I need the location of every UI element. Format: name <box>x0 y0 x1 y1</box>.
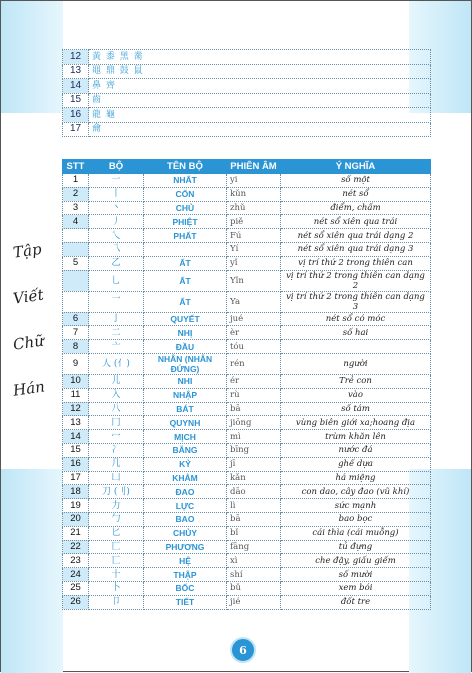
meaning: vùng biên giới xa;hoang địa <box>281 416 431 430</box>
table-row <box>63 50 431 65</box>
radical-name: NHÂN (NHÂN ĐỨNG) <box>144 353 227 374</box>
pinyin: bā <box>227 512 281 526</box>
meaning: con dao, cây đao (vũ khí) <box>281 485 431 499</box>
pinyin: jué <box>227 312 281 326</box>
radical-chars: 黽 鼎 鼓 鼠 <box>89 64 431 79</box>
radical-glyph: 匕 <box>89 526 144 540</box>
pinyin: xì <box>227 554 281 568</box>
radical-name: BAO <box>144 512 227 526</box>
radical-name: CỔN <box>144 187 227 201</box>
radical-glyph: 冂 <box>89 416 144 430</box>
radical-name: KỶ <box>144 457 227 471</box>
table-row <box>63 312 431 326</box>
meaning: nét sổ <box>281 187 431 201</box>
radical-name: MỊCH <box>144 430 227 444</box>
header-bo: BỘ <box>89 160 144 174</box>
meaning: ghế dựa <box>281 457 431 471</box>
radical-glyph: 丶 <box>89 201 144 215</box>
table-row <box>63 402 431 416</box>
table-row <box>63 215 431 229</box>
table-row <box>63 353 431 374</box>
pinyin: yi <box>227 174 281 188</box>
side-title-word: Tập <box>11 239 43 262</box>
row-number: 16 <box>63 108 89 123</box>
radical-glyph: 乀 <box>89 229 144 243</box>
radical-glyph: 匸 <box>89 554 144 568</box>
table-row <box>63 64 431 79</box>
row-stt: 6 <box>63 312 89 326</box>
table-row <box>63 499 431 513</box>
row-number: 12 <box>63 50 89 65</box>
header-y-nghia: Ý NGHĨA <box>281 160 431 174</box>
pinyin: bīng <box>227 443 281 457</box>
row-stt: 22 <box>63 540 89 554</box>
radical-glyph: 一 <box>89 174 144 188</box>
row-stt: 11 <box>63 388 89 402</box>
row-stt <box>63 270 89 291</box>
table-row <box>63 457 431 471</box>
meaning: tủ đựng <box>281 540 431 554</box>
table-row <box>63 291 431 312</box>
table-row <box>63 595 431 609</box>
row-stt: 24 <box>63 568 89 582</box>
side-title-word: Hán <box>11 377 46 400</box>
meaning: nét sổ có móc <box>281 312 431 326</box>
pinyin: tóu <box>227 340 281 354</box>
pinyin: ér <box>227 374 281 388</box>
continued-radicals-table <box>62 49 431 137</box>
radical-glyph: 亠 <box>89 340 144 354</box>
pinyin: lì <box>227 499 281 513</box>
radical-name: BĂNG <box>144 443 227 457</box>
radical-glyph: 刀 (刂) <box>89 485 144 499</box>
table-row <box>63 201 431 215</box>
table-row <box>63 326 431 340</box>
row-stt: 15 <box>63 443 89 457</box>
radical-glyph: 匚 <box>89 540 144 554</box>
radical-name: PHƯƠNG <box>144 540 227 554</box>
meaning: che đậy, giấu giếm <box>281 554 431 568</box>
radical-name: ẤT <box>144 291 227 312</box>
radical-name: NHI <box>144 374 227 388</box>
meaning: người <box>281 353 431 374</box>
pinyin: fāng <box>227 540 281 554</box>
pinyin: Ya <box>227 291 281 312</box>
radical-name: ĐAO <box>144 485 227 499</box>
radical-glyph: 乙 <box>89 256 144 270</box>
row-stt: 9 <box>63 353 89 374</box>
pinyin: Yǐn <box>227 270 281 291</box>
radical-name: KHẢM <box>144 471 227 485</box>
row-stt: 16 <box>63 457 89 471</box>
meaning <box>281 340 431 354</box>
meaning: vào <box>281 388 431 402</box>
radical-name: BÁT <box>144 402 227 416</box>
meaning: nét sổ xiên qua trái dạng 3 <box>281 242 431 256</box>
radical-chars: 鼻 齊 <box>89 79 431 94</box>
row-stt: 4 <box>63 215 89 229</box>
radical-name: NHẬP <box>144 388 227 402</box>
radical-glyph: 儿 <box>89 374 144 388</box>
radical-glyph: 乛 <box>89 291 144 312</box>
row-stt: 5 <box>63 256 89 270</box>
table-row <box>63 174 431 188</box>
table-row <box>63 554 431 568</box>
meaning: xem bói <box>281 581 431 595</box>
row-number: 17 <box>63 122 89 137</box>
radical-glyph: 凵 <box>89 471 144 485</box>
radical-name: CHỦ <box>144 201 227 215</box>
row-stt: 12 <box>63 402 89 416</box>
side-title-word: Viết <box>11 285 45 308</box>
table-row <box>63 568 431 582</box>
meaning: số tám <box>281 402 431 416</box>
left-decor-band-top <box>1 1 63 113</box>
radical-glyph: 丿 <box>89 215 144 229</box>
radical-name: NHẤT <box>144 174 227 188</box>
meaning: vị trí thứ 2 trong thiên can <box>281 256 431 270</box>
meaning: sức mạnh <box>281 499 431 513</box>
pinyin: dāo <box>227 485 281 499</box>
radical-glyph: 人 (亻) <box>89 353 144 374</box>
row-stt <box>63 242 89 256</box>
table-row <box>63 581 431 595</box>
meaning: vị trí thứ 2 trong thiên can dạng 2 <box>281 270 431 291</box>
radical-name: ẤT <box>144 256 227 270</box>
meaning: nét sổ xiên qua trái <box>281 215 431 229</box>
table-row <box>63 256 431 270</box>
row-stt: 21 <box>63 526 89 540</box>
radical-glyph: 八 <box>89 402 144 416</box>
radical-name: BỐC <box>144 581 227 595</box>
meaning: nét sổ xiên qua trái dạng 2 <box>281 229 431 243</box>
table-row <box>63 526 431 540</box>
header-phien-am: PHIÊN ÂM <box>227 160 281 174</box>
table-row <box>63 443 431 457</box>
row-stt: 20 <box>63 512 89 526</box>
row-stt: 23 <box>63 554 89 568</box>
row-stt: 19 <box>63 499 89 513</box>
row-stt: 3 <box>63 201 89 215</box>
radical-name: LỰC <box>144 499 227 513</box>
table-row <box>63 512 431 526</box>
left-decor-band-bottom <box>1 469 63 673</box>
meaning: đốt tre <box>281 595 431 609</box>
pinyin: zhǔ <box>227 201 281 215</box>
pinyin: jiōng <box>227 416 281 430</box>
table-row <box>63 540 431 554</box>
meaning: điểm, chấm <box>281 201 431 215</box>
radical-name: PHIỆT <box>144 215 227 229</box>
table-row <box>63 430 431 444</box>
table-row <box>63 187 431 201</box>
radical-name: ẤT <box>144 270 227 291</box>
radical-glyph: 丨 <box>89 187 144 201</box>
meaning: số một <box>281 174 431 188</box>
row-stt: 10 <box>63 374 89 388</box>
row-stt: 17 <box>63 471 89 485</box>
radical-name: CHỦY <box>144 526 227 540</box>
radical-glyph: 亅 <box>89 312 144 326</box>
table-row <box>63 374 431 388</box>
radicals-table <box>62 159 431 610</box>
pinyin: bǔ <box>227 581 281 595</box>
radical-glyph: 力 <box>89 499 144 513</box>
pinyin: jié <box>227 595 281 609</box>
row-stt <box>63 229 89 243</box>
table-row <box>63 93 431 108</box>
row-stt: 13 <box>63 416 89 430</box>
row-stt: 26 <box>63 595 89 609</box>
row-stt: 18 <box>63 485 89 499</box>
page-number-badge: 6 <box>230 637 256 663</box>
radical-glyph: 二 <box>89 326 144 340</box>
pinyin: bǐ <box>227 526 281 540</box>
radical-glyph: 卜 <box>89 581 144 595</box>
table-row <box>63 416 431 430</box>
radical-chars: 黃 黍 黑 黹 <box>89 50 431 65</box>
radical-name <box>144 242 227 256</box>
radical-name: QUYẾT <box>144 312 227 326</box>
table-row <box>63 242 431 256</box>
row-stt: 1 <box>63 174 89 188</box>
header-ten-bo: TÊN BỘ <box>144 160 227 174</box>
pinyin: piě <box>227 215 281 229</box>
radical-name: NHỊ <box>144 326 227 340</box>
pinyin: èr <box>227 326 281 340</box>
radical-name: TIẾT <box>144 595 227 609</box>
pinyin: bā <box>227 402 281 416</box>
radical-chars: 齒 <box>89 93 431 108</box>
header-stt: STT <box>63 160 89 174</box>
meaning: nước đá <box>281 443 431 457</box>
table-row <box>63 471 431 485</box>
meaning: bao bọc <box>281 512 431 526</box>
row-number: 14 <box>63 79 89 94</box>
row-stt: 7 <box>63 326 89 340</box>
meaning: số mười <box>281 568 431 582</box>
pinyin: Fú <box>227 229 281 243</box>
table-row <box>63 79 431 94</box>
pinyin: mì <box>227 430 281 444</box>
radical-name: HỆ <box>144 554 227 568</box>
side-title <box>13 241 53 425</box>
pinyin: jī <box>227 457 281 471</box>
pinyin: Yí <box>227 242 281 256</box>
radical-name: PHẤT <box>144 229 227 243</box>
meaning: há miệng <box>281 471 431 485</box>
radical-glyph: 几 <box>89 457 144 471</box>
radical-glyph: 乁 <box>89 242 144 256</box>
meaning: Trẻ con <box>281 374 431 388</box>
radical-glyph: 十 <box>89 568 144 582</box>
table-header-row <box>63 160 431 174</box>
radical-glyph: 勹 <box>89 512 144 526</box>
table-row <box>63 229 431 243</box>
pinyin: rù <box>227 388 281 402</box>
pinyin: yǐ <box>227 256 281 270</box>
pinyin: rén <box>227 353 281 374</box>
radical-name: THẬP <box>144 568 227 582</box>
meaning: số hai <box>281 326 431 340</box>
table-row <box>63 270 431 291</box>
row-stt: 14 <box>63 430 89 444</box>
radical-name: ĐẦU <box>144 340 227 354</box>
radical-glyph: 冖 <box>89 430 144 444</box>
row-number: 13 <box>63 64 89 79</box>
meaning: vị trí thứ 2 trong thiên can dạng 3 <box>281 291 431 312</box>
row-stt: 8 <box>63 340 89 354</box>
radical-name: QUYNH <box>144 416 227 430</box>
pinyin: kǎn <box>227 471 281 485</box>
meaning: cái thìa (cái muỗng) <box>281 526 431 540</box>
radical-glyph: 卩 <box>89 595 144 609</box>
radical-chars: 龠 <box>89 122 431 137</box>
row-stt <box>63 291 89 312</box>
row-stt: 2 <box>63 187 89 201</box>
table-row <box>63 340 431 354</box>
pinyin: kǔn <box>227 187 281 201</box>
radical-glyph: 乚 <box>89 270 144 291</box>
table-row <box>63 388 431 402</box>
table-row <box>63 122 431 137</box>
table-row <box>63 108 431 123</box>
side-title-word: Chữ <box>11 331 45 354</box>
radical-glyph: 入 <box>89 388 144 402</box>
table-row <box>63 485 431 499</box>
meaning: trùm khăn lên <box>281 430 431 444</box>
row-number: 15 <box>63 93 89 108</box>
pinyin: shí <box>227 568 281 582</box>
radical-glyph: 冫 <box>89 443 144 457</box>
radical-chars: 龍 龜 <box>89 108 431 123</box>
row-stt: 25 <box>63 581 89 595</box>
